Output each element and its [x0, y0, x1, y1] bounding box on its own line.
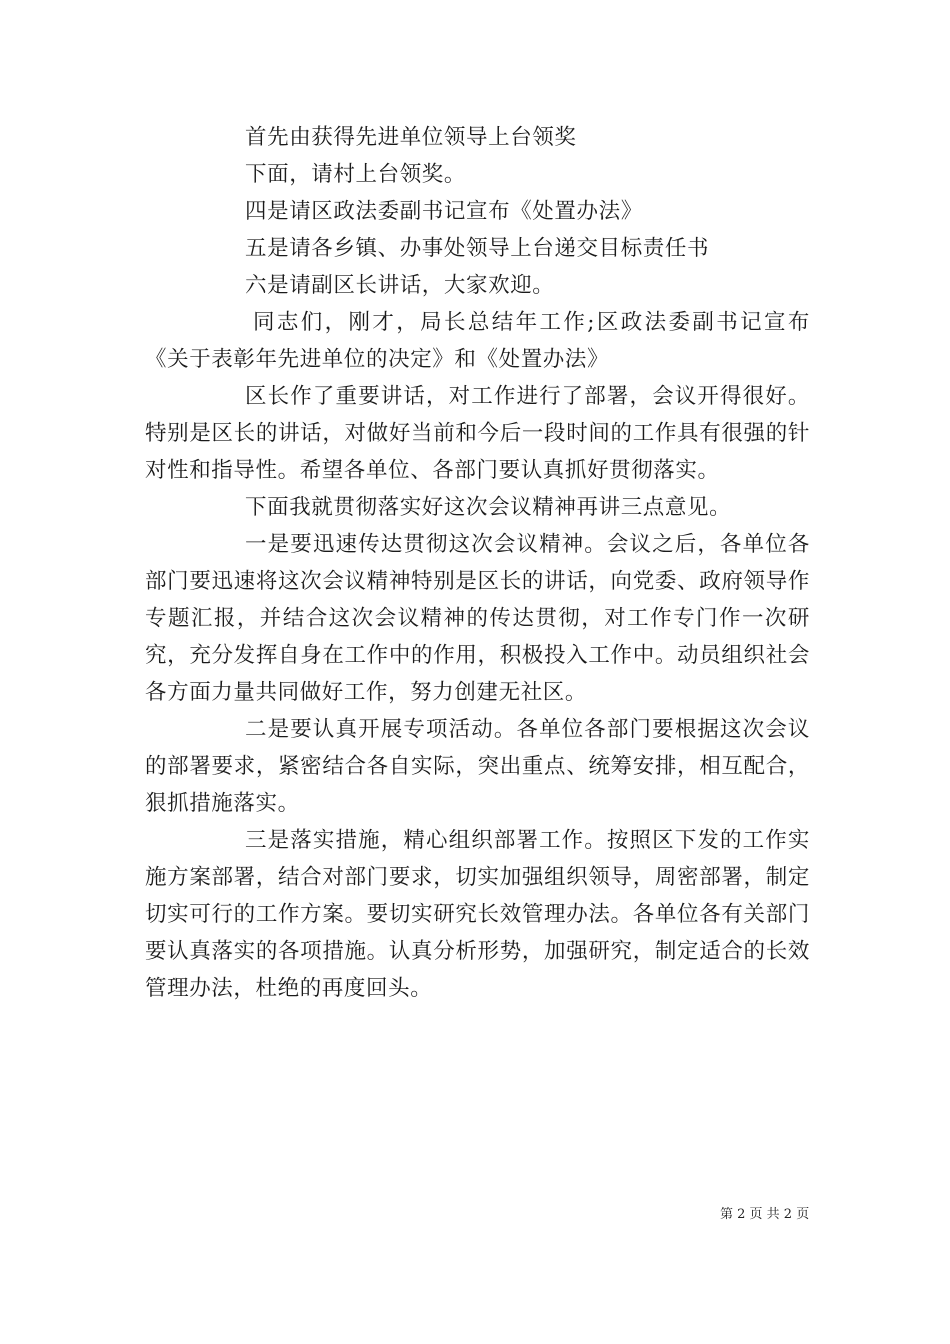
- paragraph-opinion-three: 三是落实措施，精心组织部署工作。按照区下发的工作实施方案部署，结合对部门要求，切实加强组织领导，周密部署，制定切实可行的工作方案。要切实研究长效管理办法。各单位各有关部门要认真落实的各项措施。认真分析形势，加强研究，制定适合的长效管理办法，杜绝的再度回头。: [145, 828, 810, 1001]
- paragraph-item-five: 五是请各乡镇、办事处领导上台递交目标责任书: [245, 236, 710, 261]
- paragraph-opinion-two: 二是要认真开展专项活动。各单位各部门要根据这次会议的部署要求，紧密结合各自实际，突出重点、统筹安排，相互配合，狠抓措施落实。: [145, 717, 810, 816]
- paragraph-award-advanced-units: 首先由获得先进单位领导上台领奖: [245, 125, 577, 150]
- paragraph-item-four: 四是请区政法委副书记宣布《处置办法》: [245, 199, 643, 224]
- paragraph-district-head-speech: 区长作了重要讲话，对工作进行了部署，会议开得很好。特别是区长的讲话，对做好当前和今后一段时间的工作具有很强的针对性和指导性。希望各单位、各部门要认真抓好贯彻落实。: [145, 384, 810, 483]
- paragraph-three-opinions-intro: 下面我就贯彻落实好这次会议精神再讲三点意见。: [245, 495, 732, 520]
- paragraph-comrades-summary: 同志们，刚才，局长总结年工作;区政法委副书记宣布《关于表彰年先进单位的决定》和《处置办法》: [145, 310, 810, 372]
- paragraph-item-six: 六是请副区长讲话，大家欢迎。: [245, 273, 555, 298]
- paragraph-village-award: 下面，请村上台领奖。: [245, 162, 467, 187]
- page-number-footer: 第 2 页 共 2 页: [720, 1207, 810, 1222]
- document-body: [145, 119, 810, 1007]
- paragraph-opinion-one: 一是要迅速传达贯彻这次会议精神。会议之后，各单位各部门要迅速将这次会议精神特别是区长的讲话，向党委、政府领导作专题汇报，并结合这次会议精神的传达贯彻，对工作专门作一次研究，充分发挥自身在工作中的作用，积极投入工作中。动员组织社会各方面力量共同做好工作，努力创建无社区。: [145, 532, 810, 705]
